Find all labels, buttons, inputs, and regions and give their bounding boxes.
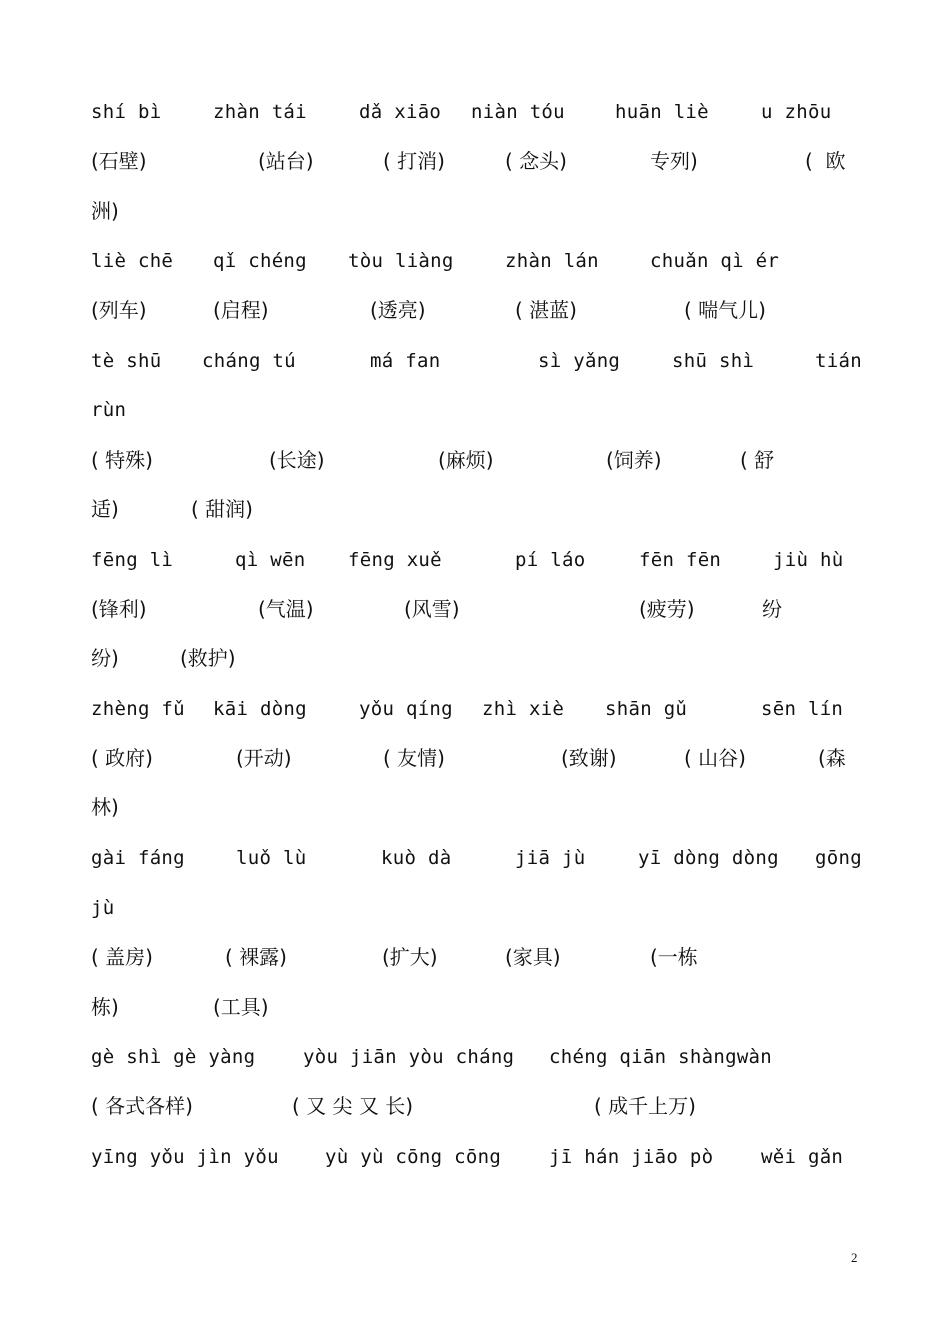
pinyin-word: rùn — [91, 399, 127, 421]
hanzi-word: (列车) — [91, 298, 147, 322]
hanzi-word: (麻烦) — [438, 448, 494, 472]
pinyin-word: má fan — [370, 350, 441, 372]
pinyin-word: fēng xuě — [348, 549, 442, 571]
hanzi-word: ( 政府) — [91, 746, 153, 770]
pinyin-word: zhèng fǔ — [91, 698, 185, 720]
hanzi-word: ( 念头) — [505, 149, 567, 173]
pinyin-word: jī hán jiāo pò — [549, 1146, 714, 1168]
hanzi-word: (工具) — [213, 995, 269, 1019]
hanzi-word: ( 舒 — [740, 448, 775, 472]
pinyin-word: gài fáng — [91, 847, 185, 869]
pinyin-word: sì yǎng — [538, 350, 621, 372]
pinyin-word: qì wēn — [235, 549, 306, 571]
hanzi-word: 适) — [91, 497, 119, 521]
pinyin-word: yǒu qíng — [359, 698, 453, 720]
pinyin-word: shí bì — [91, 101, 162, 123]
hanzi-word: ( 友情) — [383, 746, 445, 770]
hanzi-word: ( 喘气儿) — [684, 298, 766, 322]
pinyin-word: tòu liàng — [348, 250, 454, 272]
hanzi-word: 纷) — [91, 646, 119, 670]
hanzi-word: (救护) — [180, 646, 236, 670]
page-number: 2 — [851, 1250, 858, 1265]
pinyin-word: u zhōu — [761, 101, 832, 123]
hanzi-word: ( 成千上万) — [594, 1094, 696, 1118]
hanzi-word: ( 各式各样) — [91, 1094, 193, 1118]
pinyin-word: fēn fēn — [639, 549, 722, 571]
hanzi-word: (透亮) — [370, 298, 426, 322]
pinyin-word: cháng tú — [202, 350, 296, 372]
hanzi-word: ( 盖房) — [91, 945, 153, 969]
pinyin-word: niàn tóu — [471, 101, 565, 123]
pinyin-word: yī dòng dòng — [638, 847, 779, 869]
pinyin-word: tián — [815, 350, 862, 372]
hanzi-word: ( 特殊) — [91, 448, 153, 472]
pinyin-word: chéng qiān shàngwàn — [549, 1046, 773, 1068]
pinyin-word: zhì xiè — [482, 698, 565, 720]
pinyin-word: shān gǔ — [605, 698, 688, 720]
pinyin-word: zhàn lán — [505, 250, 599, 272]
pinyin-word: sēn lín — [761, 698, 844, 720]
hanzi-word: (风雪) — [404, 597, 460, 621]
pinyin-word: chuǎn qì ér — [650, 250, 780, 272]
pinyin-word: pí láo — [515, 549, 586, 571]
pinyin-word: gōng — [815, 847, 862, 869]
hanzi-word: (致谢) — [561, 746, 617, 770]
hanzi-word: 洲) — [91, 199, 119, 223]
hanzi-word: ( 又 尖 又 长) — [292, 1094, 414, 1118]
hanzi-word: (长途) — [269, 448, 325, 472]
hanzi-word: 纷 — [762, 597, 782, 621]
pinyin-word: yòu jiān yòu cháng — [303, 1046, 515, 1068]
hanzi-word: (石壁) — [91, 149, 147, 173]
hanzi-word: (疲劳) — [639, 597, 695, 621]
hanzi-word: (饲养) — [606, 448, 662, 472]
hanzi-word: (一栋 — [650, 945, 698, 969]
pinyin-word: yīng yǒu jìn yǒu — [91, 1146, 279, 1168]
hanzi-word: (开动) — [236, 746, 292, 770]
hanzi-word: (扩大) — [382, 945, 438, 969]
pinyin-word: zhàn tái — [213, 101, 307, 123]
hanzi-word: (气温) — [258, 597, 314, 621]
pinyin-word: shū shì — [672, 350, 755, 372]
pinyin-word: kuò dà — [381, 847, 452, 869]
hanzi-word: (锋利) — [91, 597, 147, 621]
hanzi-word: ( 甜润) — [191, 497, 253, 521]
pinyin-word: huān liè — [615, 101, 709, 123]
pinyin-word: jiù hù — [773, 549, 844, 571]
hanzi-word: 栋) — [91, 995, 119, 1019]
hanzi-word: (家具) — [505, 945, 561, 969]
hanzi-word: ( 裸露) — [225, 945, 287, 969]
pinyin-word: tè shū — [91, 350, 162, 372]
pinyin-word: liè chē — [91, 250, 174, 272]
hanzi-word: ( 欧 — [805, 149, 846, 173]
pinyin-word: wěi gǎn — [761, 1146, 844, 1168]
pinyin-word: dǎ xiāo — [359, 101, 442, 123]
pinyin-word: jiā jù — [515, 847, 586, 869]
pinyin-word: fēng lì — [91, 549, 174, 571]
pinyin-word: gè shì gè yàng — [91, 1046, 256, 1068]
hanzi-word: ( 打消) — [383, 149, 445, 173]
pinyin-word: qǐ chéng — [213, 250, 307, 272]
hanzi-word: ( 湛蓝) — [515, 298, 577, 322]
hanzi-word: ( 山谷) — [684, 746, 746, 770]
hanzi-word: (森 — [818, 746, 846, 770]
hanzi-word: (启程) — [213, 298, 269, 322]
pinyin-word: kāi dòng — [213, 698, 307, 720]
hanzi-word: 专列) — [650, 149, 698, 173]
hanzi-word: 林) — [91, 795, 119, 819]
hanzi-word: (站台) — [258, 149, 314, 173]
pinyin-word: luǒ lù — [236, 847, 307, 869]
pinyin-word: yù yù cōng cōng — [325, 1146, 502, 1168]
pinyin-word: jù — [91, 897, 115, 919]
